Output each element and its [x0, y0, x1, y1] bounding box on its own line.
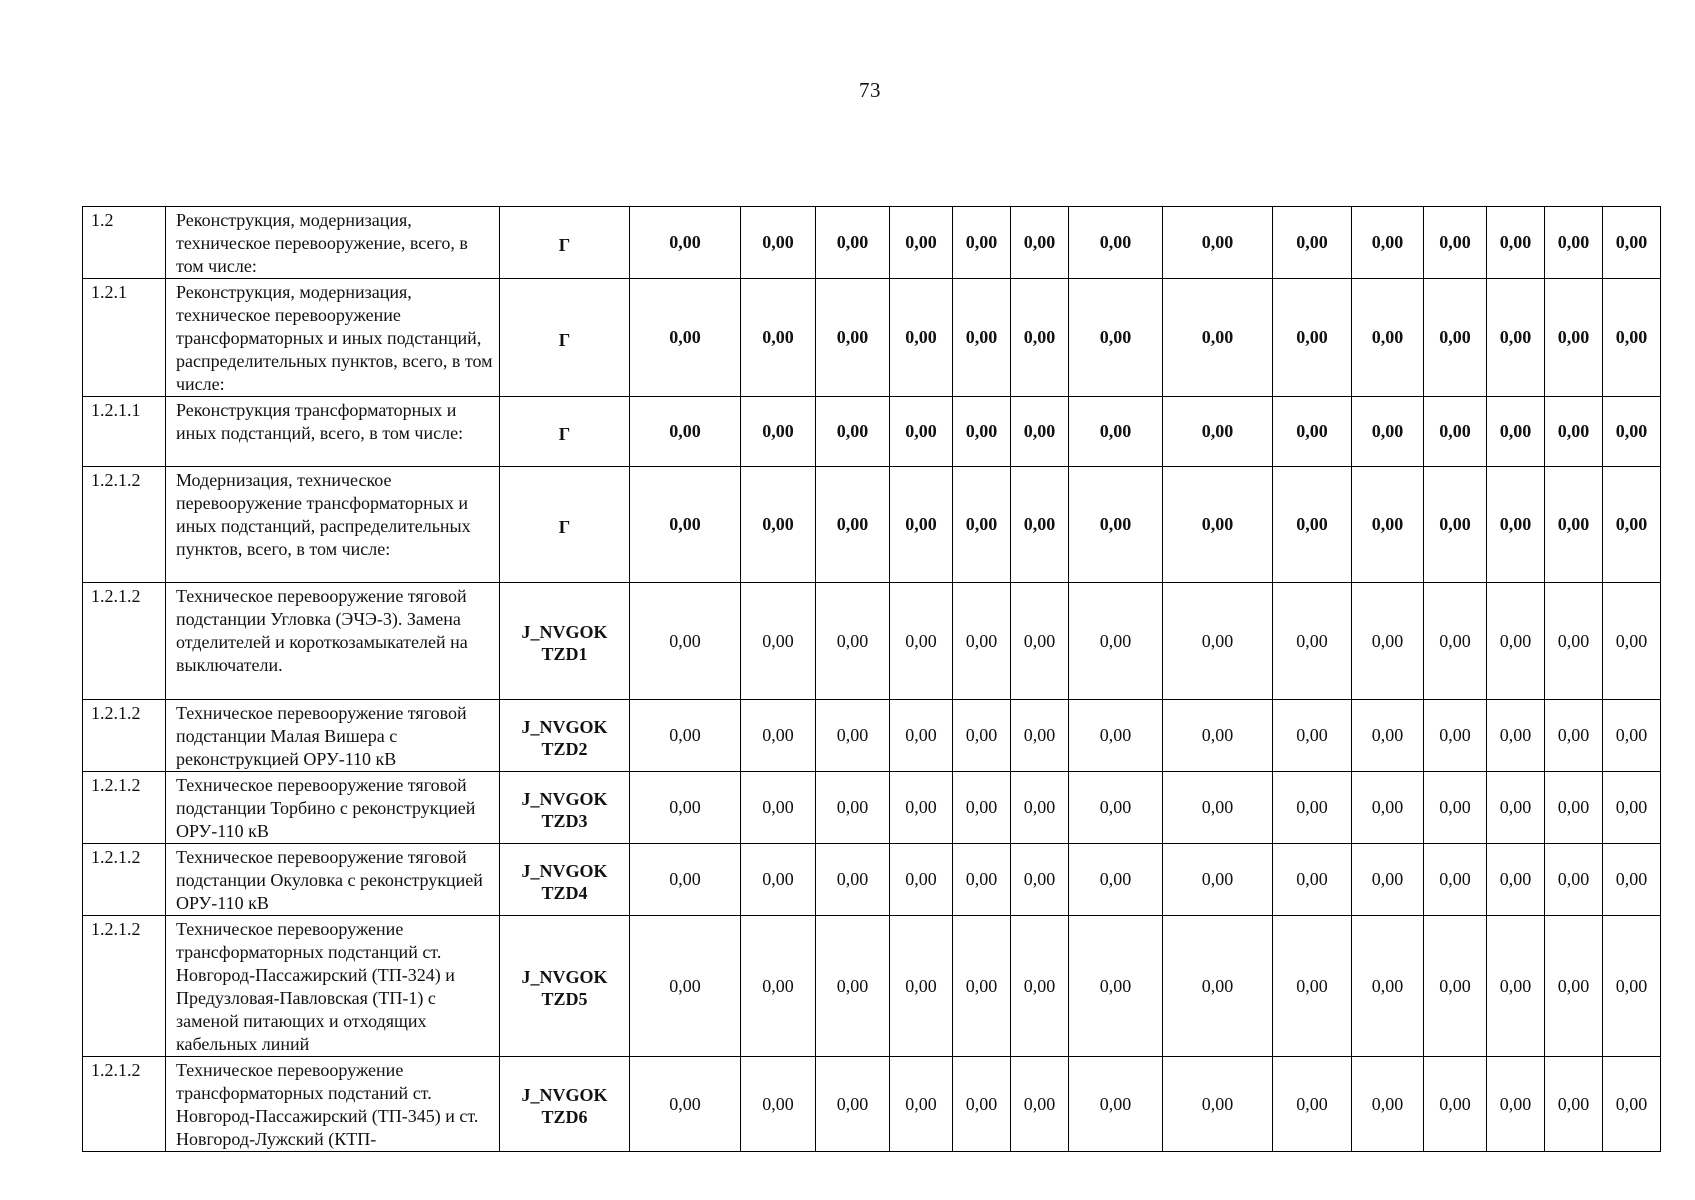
value-cell: 0,00: [816, 700, 890, 772]
value-cell: 0,00: [1545, 279, 1603, 397]
value-cell: 0,00: [1424, 1057, 1487, 1152]
project-name: Техническое перевооружение трансформаторных подстанций ст. Новгород-Пассажирский (ТП-324) и Предузловая-Павловская (ТП-1) с заменой питающих и отходящих кабельных линий: [166, 916, 500, 1057]
value-cell: 0,00: [953, 844, 1011, 916]
value-cell: 0,00: [1487, 916, 1545, 1057]
value-cell: 0,00: [1011, 916, 1069, 1057]
value-cell: 0,00: [953, 916, 1011, 1057]
value-cell: 0,00: [1424, 467, 1487, 583]
table-row: [83, 916, 1661, 1057]
value-cell: 0,00: [1163, 1057, 1273, 1152]
value-cell: 0,00: [890, 583, 953, 700]
value-cell: 0,00: [1352, 1057, 1424, 1152]
project-code: J_NVGOK TZD3: [500, 772, 630, 844]
value-cell: 0,00: [1603, 583, 1661, 700]
project-code: J_NVGOK TZD6: [500, 1057, 630, 1152]
value-cell: 0,00: [1352, 467, 1424, 583]
value-cell: 0,00: [1424, 700, 1487, 772]
value-cell: 0,00: [741, 844, 816, 916]
value-cell: 0,00: [1273, 772, 1352, 844]
value-cell: 0,00: [1603, 844, 1661, 916]
value-cell: 0,00: [1069, 844, 1163, 916]
value-cell: 0,00: [741, 397, 816, 467]
value-cell: 0,00: [1545, 207, 1603, 279]
table-row: [83, 397, 1661, 467]
value-cell: 0,00: [890, 772, 953, 844]
value-cell: 0,00: [1352, 916, 1424, 1057]
value-cell: 0,00: [816, 772, 890, 844]
value-cell: 0,00: [1545, 583, 1603, 700]
table-row: [83, 772, 1661, 844]
value-cell: 0,00: [890, 844, 953, 916]
value-cell: 0,00: [1545, 397, 1603, 467]
value-cell: 0,00: [1424, 279, 1487, 397]
value-cell: 0,00: [953, 207, 1011, 279]
value-cell: 0,00: [953, 700, 1011, 772]
value-cell: 0,00: [1069, 397, 1163, 467]
value-cell: 0,00: [1487, 467, 1545, 583]
value-cell: 0,00: [1163, 207, 1273, 279]
value-cell: 0,00: [1163, 583, 1273, 700]
value-cell: 0,00: [816, 916, 890, 1057]
value-cell: 0,00: [741, 772, 816, 844]
row-number: 1.2.1.2: [83, 916, 166, 1057]
project-code: Г: [500, 467, 630, 583]
value-cell: 0,00: [1069, 772, 1163, 844]
value-cell: 0,00: [816, 844, 890, 916]
value-cell: 0,00: [816, 207, 890, 279]
value-cell: 0,00: [741, 1057, 816, 1152]
value-cell: 0,00: [1487, 583, 1545, 700]
value-cell: 0,00: [816, 279, 890, 397]
value-cell: 0,00: [1424, 844, 1487, 916]
value-cell: 0,00: [890, 700, 953, 772]
value-cell: 0,00: [1352, 207, 1424, 279]
value-cell: 0,00: [953, 467, 1011, 583]
value-cell: 0,00: [1273, 279, 1352, 397]
value-cell: 0,00: [1487, 700, 1545, 772]
row-number: 1.2.1.2: [83, 1057, 166, 1152]
value-cell: 0,00: [1545, 700, 1603, 772]
value-cell: 0,00: [1163, 467, 1273, 583]
value-cell: 0,00: [1487, 397, 1545, 467]
value-cell: 0,00: [1603, 1057, 1661, 1152]
project-code: J_NVGOK TZD1: [500, 583, 630, 700]
value-cell: 0,00: [1163, 916, 1273, 1057]
table-row: [83, 844, 1661, 916]
value-cell: 0,00: [1487, 279, 1545, 397]
project-name: Реконструкция, модернизация, техническое перевооружение, всего, в том числе:: [166, 207, 500, 279]
value-cell: 0,00: [1163, 772, 1273, 844]
project-code: Г: [500, 207, 630, 279]
value-cell: 0,00: [890, 397, 953, 467]
value-cell: 0,00: [953, 279, 1011, 397]
project-code: Г: [500, 397, 630, 467]
row-number: 1.2.1.2: [83, 772, 166, 844]
value-cell: 0,00: [1352, 583, 1424, 700]
project-name: Модернизация, техническое перевооружение трансформаторных и иных подстанций, распределительных пунктов, всего, в том числе:: [166, 467, 500, 583]
value-cell: 0,00: [1069, 583, 1163, 700]
value-cell: 0,00: [816, 1057, 890, 1152]
value-cell: 0,00: [890, 916, 953, 1057]
value-cell: 0,00: [1603, 772, 1661, 844]
value-cell: 0,00: [630, 700, 741, 772]
value-cell: 0,00: [1273, 1057, 1352, 1152]
value-cell: 0,00: [1603, 279, 1661, 397]
value-cell: 0,00: [1273, 397, 1352, 467]
value-cell: 0,00: [741, 279, 816, 397]
value-cell: 0,00: [1011, 772, 1069, 844]
value-cell: 0,00: [816, 583, 890, 700]
value-cell: 0,00: [1545, 772, 1603, 844]
value-cell: 0,00: [630, 467, 741, 583]
value-cell: 0,00: [1273, 916, 1352, 1057]
value-cell: 0,00: [741, 700, 816, 772]
project-name: Техническое перевооружение тяговой подстанции Окуловка с реконструкцией ОРУ-110 кВ: [166, 844, 500, 916]
table-row: [83, 700, 1661, 772]
value-cell: 0,00: [1011, 397, 1069, 467]
value-cell: 0,00: [630, 279, 741, 397]
value-cell: 0,00: [1603, 700, 1661, 772]
value-cell: 0,00: [630, 583, 741, 700]
value-cell: 0,00: [1487, 207, 1545, 279]
row-number: 1.2.1.2: [83, 700, 166, 772]
value-cell: 0,00: [630, 916, 741, 1057]
table-row: [83, 1057, 1661, 1152]
value-cell: 0,00: [890, 207, 953, 279]
row-number: 1.2.1.2: [83, 844, 166, 916]
value-cell: 0,00: [1603, 467, 1661, 583]
value-cell: 0,00: [1011, 467, 1069, 583]
value-cell: 0,00: [1352, 700, 1424, 772]
value-cell: 0,00: [1603, 397, 1661, 467]
value-cell: 0,00: [741, 583, 816, 700]
value-cell: 0,00: [1273, 467, 1352, 583]
value-cell: 0,00: [630, 397, 741, 467]
value-cell: 0,00: [1424, 772, 1487, 844]
value-cell: 0,00: [630, 1057, 741, 1152]
value-cell: 0,00: [890, 1057, 953, 1152]
value-cell: 0,00: [1487, 1057, 1545, 1152]
value-cell: 0,00: [1424, 207, 1487, 279]
table-body: [83, 207, 1661, 1152]
value-cell: 0,00: [1352, 772, 1424, 844]
value-cell: 0,00: [1603, 207, 1661, 279]
value-cell: 0,00: [1545, 467, 1603, 583]
value-cell: 0,00: [1163, 844, 1273, 916]
value-cell: 0,00: [1069, 1057, 1163, 1152]
value-cell: 0,00: [953, 772, 1011, 844]
project-name: Техническое перевооружение тяговой подстанции Угловка (ЭЧЭ-3). Замена отделителей и короткозамыкателей на выключатели.: [166, 583, 500, 700]
value-cell: 0,00: [953, 583, 1011, 700]
value-cell: 0,00: [1273, 583, 1352, 700]
value-cell: 0,00: [1545, 844, 1603, 916]
row-number: 1.2.1.2: [83, 583, 166, 700]
value-cell: 0,00: [953, 1057, 1011, 1152]
value-cell: 0,00: [816, 467, 890, 583]
value-cell: 0,00: [1273, 700, 1352, 772]
value-cell: 0,00: [1011, 844, 1069, 916]
value-cell: 0,00: [1069, 700, 1163, 772]
value-cell: 0,00: [890, 279, 953, 397]
value-cell: 0,00: [1545, 916, 1603, 1057]
project-code: J_NVGOK TZD4: [500, 844, 630, 916]
value-cell: 0,00: [1603, 916, 1661, 1057]
value-cell: 0,00: [1273, 844, 1352, 916]
value-cell: 0,00: [1352, 397, 1424, 467]
value-cell: 0,00: [1424, 397, 1487, 467]
value-cell: 0,00: [1163, 700, 1273, 772]
value-cell: 0,00: [1163, 279, 1273, 397]
project-code: Г: [500, 279, 630, 397]
investment-program-table: [82, 206, 1661, 1152]
value-cell: 0,00: [1069, 467, 1163, 583]
project-name: Реконструкция трансформаторных и иных подстанций, всего, в том числе:: [166, 397, 500, 467]
value-cell: 0,00: [1069, 207, 1163, 279]
table-row: [83, 467, 1661, 583]
project-name: Техническое перевооружение тяговой подстанции Торбино с реконструкцией ОРУ-110 кВ: [166, 772, 500, 844]
project-code: J_NVGOK TZD5: [500, 916, 630, 1057]
row-number: 1.2.1.2: [83, 467, 166, 583]
value-cell: 0,00: [1545, 1057, 1603, 1152]
value-cell: 0,00: [1487, 772, 1545, 844]
value-cell: 0,00: [890, 467, 953, 583]
value-cell: 0,00: [953, 397, 1011, 467]
row-number: 1.2: [83, 207, 166, 279]
value-cell: 0,00: [1352, 279, 1424, 397]
table-row: [83, 583, 1661, 700]
project-name: Техническое перевооружение трансформаторных подстаний ст. Новгород-Пассажирский (ТП-345) и ст. Новгород-Лужский (КТП-: [166, 1057, 500, 1152]
value-cell: 0,00: [1352, 844, 1424, 916]
value-cell: 0,00: [1011, 700, 1069, 772]
value-cell: 0,00: [1487, 844, 1545, 916]
value-cell: 0,00: [1069, 279, 1163, 397]
row-number: 1.2.1: [83, 279, 166, 397]
value-cell: 0,00: [630, 844, 741, 916]
project-code: J_NVGOK TZD2: [500, 700, 630, 772]
value-cell: 0,00: [1163, 397, 1273, 467]
project-name: Техническое перевооружение тяговой подстанции Малая Вишера с реконструкцией ОРУ-110 кВ: [166, 700, 500, 772]
value-cell: 0,00: [1273, 207, 1352, 279]
value-cell: 0,00: [741, 207, 816, 279]
value-cell: 0,00: [1011, 207, 1069, 279]
row-number: 1.2.1.1: [83, 397, 166, 467]
table-row: [83, 279, 1661, 397]
value-cell: 0,00: [741, 916, 816, 1057]
value-cell: 0,00: [630, 207, 741, 279]
value-cell: 0,00: [1424, 583, 1487, 700]
value-cell: 0,00: [1011, 279, 1069, 397]
value-cell: 0,00: [1011, 583, 1069, 700]
value-cell: 0,00: [1424, 916, 1487, 1057]
value-cell: 0,00: [741, 467, 816, 583]
value-cell: 0,00: [1011, 1057, 1069, 1152]
table-row: [83, 207, 1661, 279]
page-number: 73: [859, 78, 881, 102]
value-cell: 0,00: [1069, 916, 1163, 1057]
value-cell: 0,00: [816, 397, 890, 467]
project-name: Реконструкция, модернизация, техническое перевооружение трансформаторных и иных подстанций, распределительных пунктов, всего, в том числе:: [166, 279, 500, 397]
value-cell: 0,00: [630, 772, 741, 844]
